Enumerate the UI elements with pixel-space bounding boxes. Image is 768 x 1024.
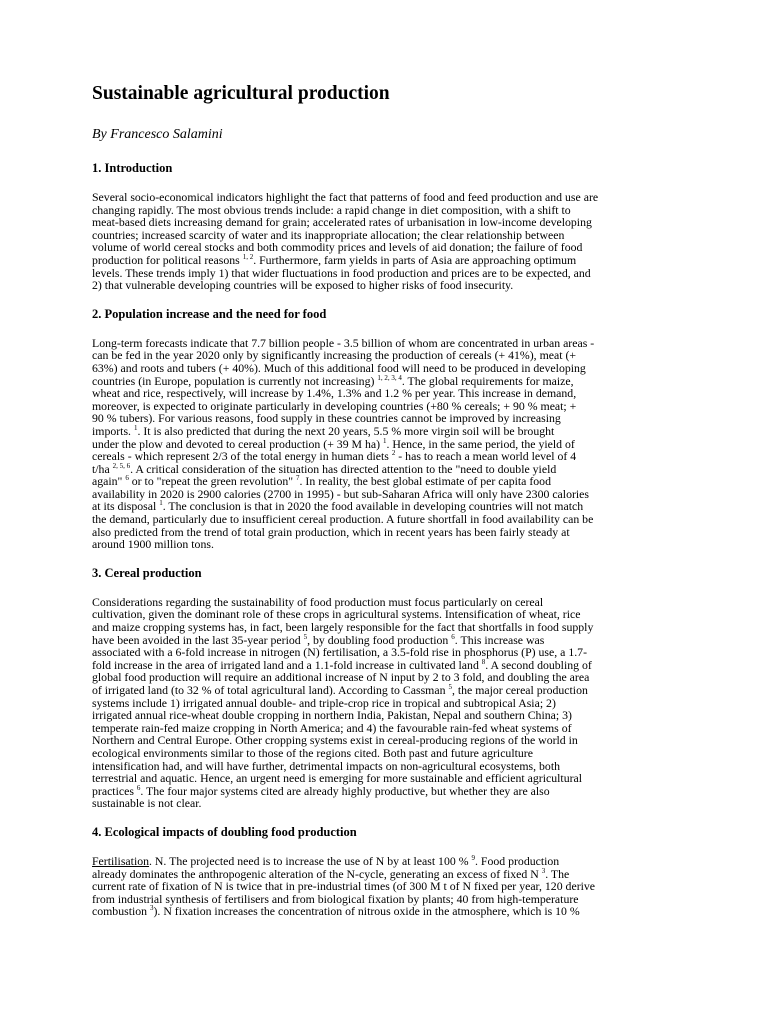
section-paragraph bbox=[92, 191, 654, 292]
paragraph-line: Long-term forecasts indicate that 7.7 billion people - 3.5 billion of whom are concentrated in urban areas - bbox=[92, 335, 595, 350]
paragraph-line: have been avoided in the last 35-year period $^5$, by doubling food production $^6$. This increase was bbox=[92, 632, 545, 647]
paragraph-line: under the plow and devoted to cereal production (+ 39 M ha) $^1$. Hence, in the same period, the yield of bbox=[92, 436, 575, 451]
paragraph-line: practices $^6$. The four major systems cited are already highly productive, but whether they are also bbox=[92, 783, 550, 798]
paragraph-line: at its disposal $^1$. The conclusion is that in 2020 the food available in developing countries will not match bbox=[92, 499, 584, 514]
citation-superscript: 2, 5, 6 bbox=[112, 461, 131, 470]
citation-superscript: 3 bbox=[541, 866, 546, 875]
citation-superscript: 6 bbox=[136, 783, 141, 792]
paragraph-line: meat-based diets increasing demand for grain; accelerated rates of urbanisation in low-income developing bbox=[92, 215, 592, 230]
paragraph-line: from industrial synthesis of fertilisers and from biological fixation by plants; 40 from high-temperature bbox=[92, 891, 579, 906]
paragraph-line: temperate rain-fed maize cropping in North America; and 4) the favourable rain-fed wheat systems of bbox=[92, 720, 572, 735]
paragraph-line: ecological environments similar to those of the regions cited. Both past and future agriculture bbox=[92, 745, 533, 760]
citation-superscript: 6 bbox=[125, 474, 129, 483]
section-heading: 3. Cereal production bbox=[92, 565, 202, 580]
paragraph-line: can be fed in the year 2020 only by significantly increasing the production of cereals (+ 41%), meat (+ bbox=[92, 348, 577, 363]
paragraph-line: production for political reasons $^{1, 2}$. Furthermore, farm yields in parts of Asia are approaching optimum bbox=[92, 252, 577, 267]
paragraph-line: Several socio-economical indicators highlight the fact that patterns of food and feed production and use are bbox=[92, 190, 599, 204]
paragraph-line: changing rapidly. The most obvious trends include: a rapid change in diet composition, with a shift to bbox=[92, 202, 571, 217]
paragraph-line: 90 % tubers). For various reasons, food supply in these countries cannot be improved by increasing bbox=[92, 411, 561, 426]
citation-superscript: 1 bbox=[133, 423, 138, 432]
paragraph-line: combustion $^3$). N fixation increases the concentration of nitrous oxide in the atmosphere, which is 10 % bbox=[92, 904, 580, 919]
section-heading: 1. Introduction bbox=[92, 161, 173, 175]
citation-superscript: 1 bbox=[159, 499, 163, 508]
paragraph-line: countries (in Europe, population is currently not increasing) $^{1, 2, 3, 4}$. The global requirements for maize, bbox=[92, 373, 574, 388]
citation-superscript: 3 bbox=[150, 904, 154, 913]
paragraph-line: 2) that vulnerable developing countries will be exposed to higher risks of food insecurity. bbox=[92, 278, 514, 293]
paragraph-line: sustainable is not clear. bbox=[92, 796, 202, 811]
paragraph-line: Northern and Central Europe. Other cropping systems exist in cereal-producing regions of the world in bbox=[92, 733, 578, 748]
citation-superscript: 6 bbox=[451, 632, 455, 641]
document-page bbox=[92, 82, 654, 933]
citation-superscript: 1 bbox=[383, 436, 387, 445]
paragraph-line: also predicted from the trend of total grain production, which in recent years has been fairly steady at bbox=[92, 524, 570, 539]
document-title: Sustainable agricultural production bbox=[92, 83, 390, 104]
citation-superscript: 1, 2, 3, 4 bbox=[377, 373, 402, 382]
paragraph-line: t/ha $^{2, 5, 6}$. A critical consideration of the situation has directed attention to the "need to double yield bbox=[92, 461, 557, 476]
paragraph-line: imports. $^1$. It is also predicted that during the next 20 years, 5.5 % more virgin soil will be brought bbox=[92, 423, 555, 438]
paragraph-line: volume of world cereal stocks and both commodity prices and levels of aid donation; the failure of food bbox=[92, 240, 583, 255]
section-paragraph bbox=[92, 596, 654, 810]
paragraph-line: associated with a 6-fold increase in nitrogen (N) fertilisation, a 3.5-fold rise in phosphorus (P) use, a 1.7- bbox=[92, 645, 588, 660]
section-heading: 4. Ecological impacts of doubling food production bbox=[92, 824, 357, 839]
citation-superscript: 7 bbox=[296, 474, 300, 483]
paragraph-line: moreover, is expected to originate particularly in developing countries (+80 % cereals; + 90 % meat; + bbox=[92, 398, 577, 413]
citation-superscript: 2 bbox=[391, 449, 396, 458]
paragraph-line: cereals - which represent 2/3 of the total energy in human diets $^2$ - has to reach a mean world level of 4 bbox=[92, 449, 577, 464]
underlined-term: Fertilisation bbox=[92, 853, 150, 868]
paragraph-line: of irrigated land (to 32 % of total agricultural land). According to Cassman $^5$, the major cereal production bbox=[92, 683, 588, 697]
paragraph-line: Fertilisation. N. The projected need is to increase the use of N by at least 100 % $^9$. Food production bbox=[92, 853, 560, 868]
paragraph-line: the demand, particularly due to insufficient cereal production. A future shortfall in food availability can be bbox=[92, 512, 594, 527]
paragraph-line: wheat and rice, respectively, will increase by 1.4%, 1.3% and 1.2 % per year. This increase in demand, bbox=[92, 386, 577, 401]
section-heading: 2. Population increase and the need for food bbox=[92, 306, 327, 321]
section-paragraph bbox=[92, 337, 654, 551]
paragraph-line: Considerations regarding the sustainability of food production must focus particularly on cereal bbox=[92, 594, 544, 609]
paragraph-line: cultivation, given the dominant role of these crops in agricultural systems. Intensification of wheat, rice bbox=[92, 607, 581, 622]
paragraph-line: levels. These trends imply 1) that wider fluctuations in food production and prices are to be expected, and bbox=[92, 265, 591, 280]
paragraph-line: countries; increased scarcity of water and its inappropriate allocation; the clear relationship between bbox=[92, 227, 565, 242]
paragraph-line: terrestrial and aquatic. Hence, an urgent need is emerging for more sustainable and efficient agricultural bbox=[92, 771, 583, 786]
paragraph-line: and maize cropping systems has, in fact, been largely responsible for the fact that shortfalls in food supply bbox=[92, 620, 594, 635]
author-byline: By Francesco Salamini bbox=[92, 127, 223, 142]
paragraph-line: intensification had, and will have further, detrimental impacts on non-agricultural ecosystems, both bbox=[92, 758, 560, 773]
section-paragraph bbox=[92, 855, 654, 918]
paragraph-line: around 1900 million tons. bbox=[92, 537, 214, 552]
paragraph-line: availability in 2020 is 2900 calories (2700 in 1995) - but sub-Saharan Africa will only have 2300 calories bbox=[92, 486, 589, 501]
paragraph-line: already dominates the anthropogenic alteration of the N-cycle, generating an excess of fixed N $^3$. The bbox=[92, 866, 570, 881]
citation-superscript: 5 bbox=[303, 632, 308, 641]
paragraph-line: again" $^6$ or to "repeat the green revolution" $^7$. In reality, the best global estimate of per capita food bbox=[92, 474, 551, 489]
paragraph-line: global food production will require an additional increase of N input by 2 to 3 fold, and doubling the area bbox=[92, 670, 590, 685]
citation-superscript: 8 bbox=[481, 657, 486, 666]
citation-superscript: 5 bbox=[448, 683, 452, 691]
citation-superscript: 1, 2 bbox=[242, 252, 254, 261]
citation-superscript: 9 bbox=[471, 853, 475, 862]
paragraph-line: fold increase in the area of irrigated land and a 1.1-fold increase in cultivated land $^8$. A second doubling of bbox=[92, 657, 592, 672]
paragraph-line: systems include 1) irrigated annual double- and triple-crop rice in tropical and subtropical Asia; 2) bbox=[92, 695, 556, 710]
paragraph-line: 63%) and roots and tubers (+ 40%). Much of this additional food will need to be produced in developing bbox=[92, 360, 586, 375]
paragraph-line: current rate of fixation of N is twice that in pre-industrial times (of 300 M t of N fixed per year, 120 derive bbox=[92, 879, 596, 894]
document-body bbox=[92, 161, 654, 918]
paragraph-line: irrigated annual rice-wheat double cropping in northern India, Pakistan, Nepal and southern China; 3) bbox=[92, 708, 572, 723]
